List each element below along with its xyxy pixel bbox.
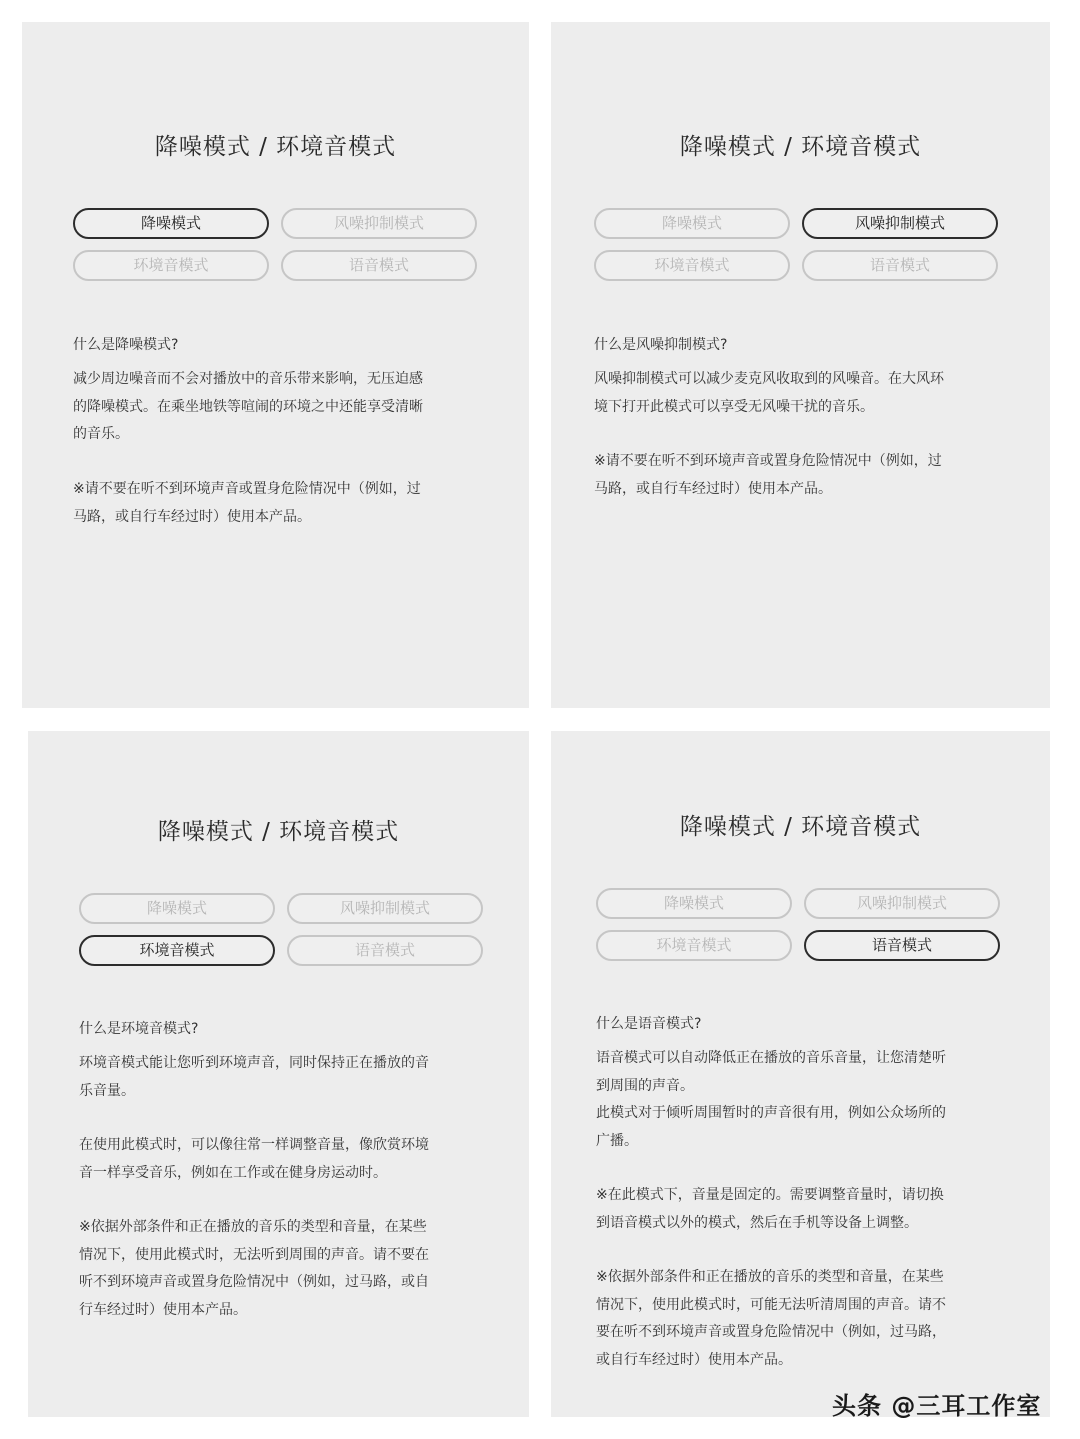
panel-title: 降噪模式 / 环境音模式 xyxy=(679,814,922,840)
panel-voice xyxy=(551,731,1050,1417)
panel-ambient xyxy=(28,731,529,1417)
mode-button-wind-noise[interactable]: 风噪抑制模式 xyxy=(804,888,1000,919)
mode-button-ambient[interactable]: 环境音模式 xyxy=(594,250,790,281)
description-text: 语音模式可以自动降低正在播放的音乐音量，让您清楚听 到周围的声音。 此模式对于倾听周围暂时的声音很有用，例如公众场所的 广播。 xyxy=(596,1050,946,1149)
warning-text: ※依据外部条件和正在播放的音乐的类型和音量，在某些 情况下，使用此模式时，可能无法听清周围的声音。请不 要在听不到环境声音或置身危险情况中（例如，过马路， 或自行车经过时）使用本产品。 xyxy=(596,1269,946,1368)
panel-title: 降噪模式 / 环境音模式 xyxy=(154,134,397,160)
panel-wind-noise xyxy=(551,22,1050,708)
mode-button-noise-cancel[interactable]: 降噪模式 xyxy=(73,208,269,239)
question-heading: 什么是风噪抑制模式? xyxy=(594,337,728,353)
volume-note-text: ※在此模式下，音量是固定的。需要调整音量时，请切换 到语音模式以外的模式，然后在手机等设备上调整。 xyxy=(596,1187,944,1231)
mode-button-noise-cancel[interactable]: 降噪模式 xyxy=(594,208,790,239)
warning-text: ※请不要在听不到环境声音或置身危险情况中（例如，过 马路，或自行车经过时）使用本产品。 xyxy=(73,481,421,525)
mode-button-noise-cancel[interactable]: 降噪模式 xyxy=(79,893,275,924)
mode-button-voice[interactable]: 语音模式 xyxy=(287,935,483,966)
mode-button-voice[interactable]: 语音模式 xyxy=(281,250,477,281)
mode-button-voice[interactable]: 语音模式 xyxy=(802,250,998,281)
mode-button-wind-noise[interactable]: 风噪抑制模式 xyxy=(287,893,483,924)
panel-title: 降噪模式 / 环境音模式 xyxy=(157,819,400,845)
description-text: 风噪抑制模式可以减少麦克风收取到的风噪音。在大风环 境下打开此模式可以享受无风噪干扰的音乐。 xyxy=(594,371,944,415)
mode-button-voice[interactable]: 语音模式 xyxy=(804,930,1000,961)
description-text: 环境音模式能让您听到环境声音，同时保持正在播放的音 乐音量。 xyxy=(79,1055,429,1099)
question-heading: 什么是语音模式? xyxy=(596,1016,702,1032)
question-heading: 什么是环境音模式? xyxy=(79,1021,199,1037)
mode-button-noise-cancel[interactable]: 降噪模式 xyxy=(596,888,792,919)
watermark: 头条 @三耳工作室 xyxy=(832,1392,1042,1420)
mode-button-ambient[interactable]: 环境音模式 xyxy=(596,930,792,961)
usage-text: 在使用此模式时，可以像往常一样调整音量，像欣赏环境 音一样享受音乐，例如在工作或在健身房运动时。 xyxy=(79,1137,429,1181)
mode-button-ambient[interactable]: 环境音模式 xyxy=(79,935,275,966)
mode-button-wind-noise[interactable]: 风噪抑制模式 xyxy=(802,208,998,239)
description-text: 减少周边噪音而不会对播放中的音乐带来影响，无压迫感 的降噪模式。在乘坐地铁等喧闹的环境之中还能享受清晰 的音乐。 xyxy=(73,371,423,442)
panel-title: 降噪模式 / 环境音模式 xyxy=(679,134,922,160)
mode-button-wind-noise[interactable]: 风噪抑制模式 xyxy=(281,208,477,239)
warning-text: ※请不要在听不到环境声音或置身危险情况中（例如，过 马路，或自行车经过时）使用本产品。 xyxy=(594,453,942,497)
panel-noise-cancel xyxy=(22,22,529,708)
question-heading: 什么是降噪模式? xyxy=(73,337,179,353)
warning-text: ※依据外部条件和正在播放的音乐的类型和音量，在某些 情况下，使用此模式时，无法听到周围的声音。请不要在 听不到环境声音或置身危险情况中（例如，过马路，或自 行车经过时）使用本产品。 xyxy=(79,1219,429,1318)
mode-button-ambient[interactable]: 环境音模式 xyxy=(73,250,269,281)
